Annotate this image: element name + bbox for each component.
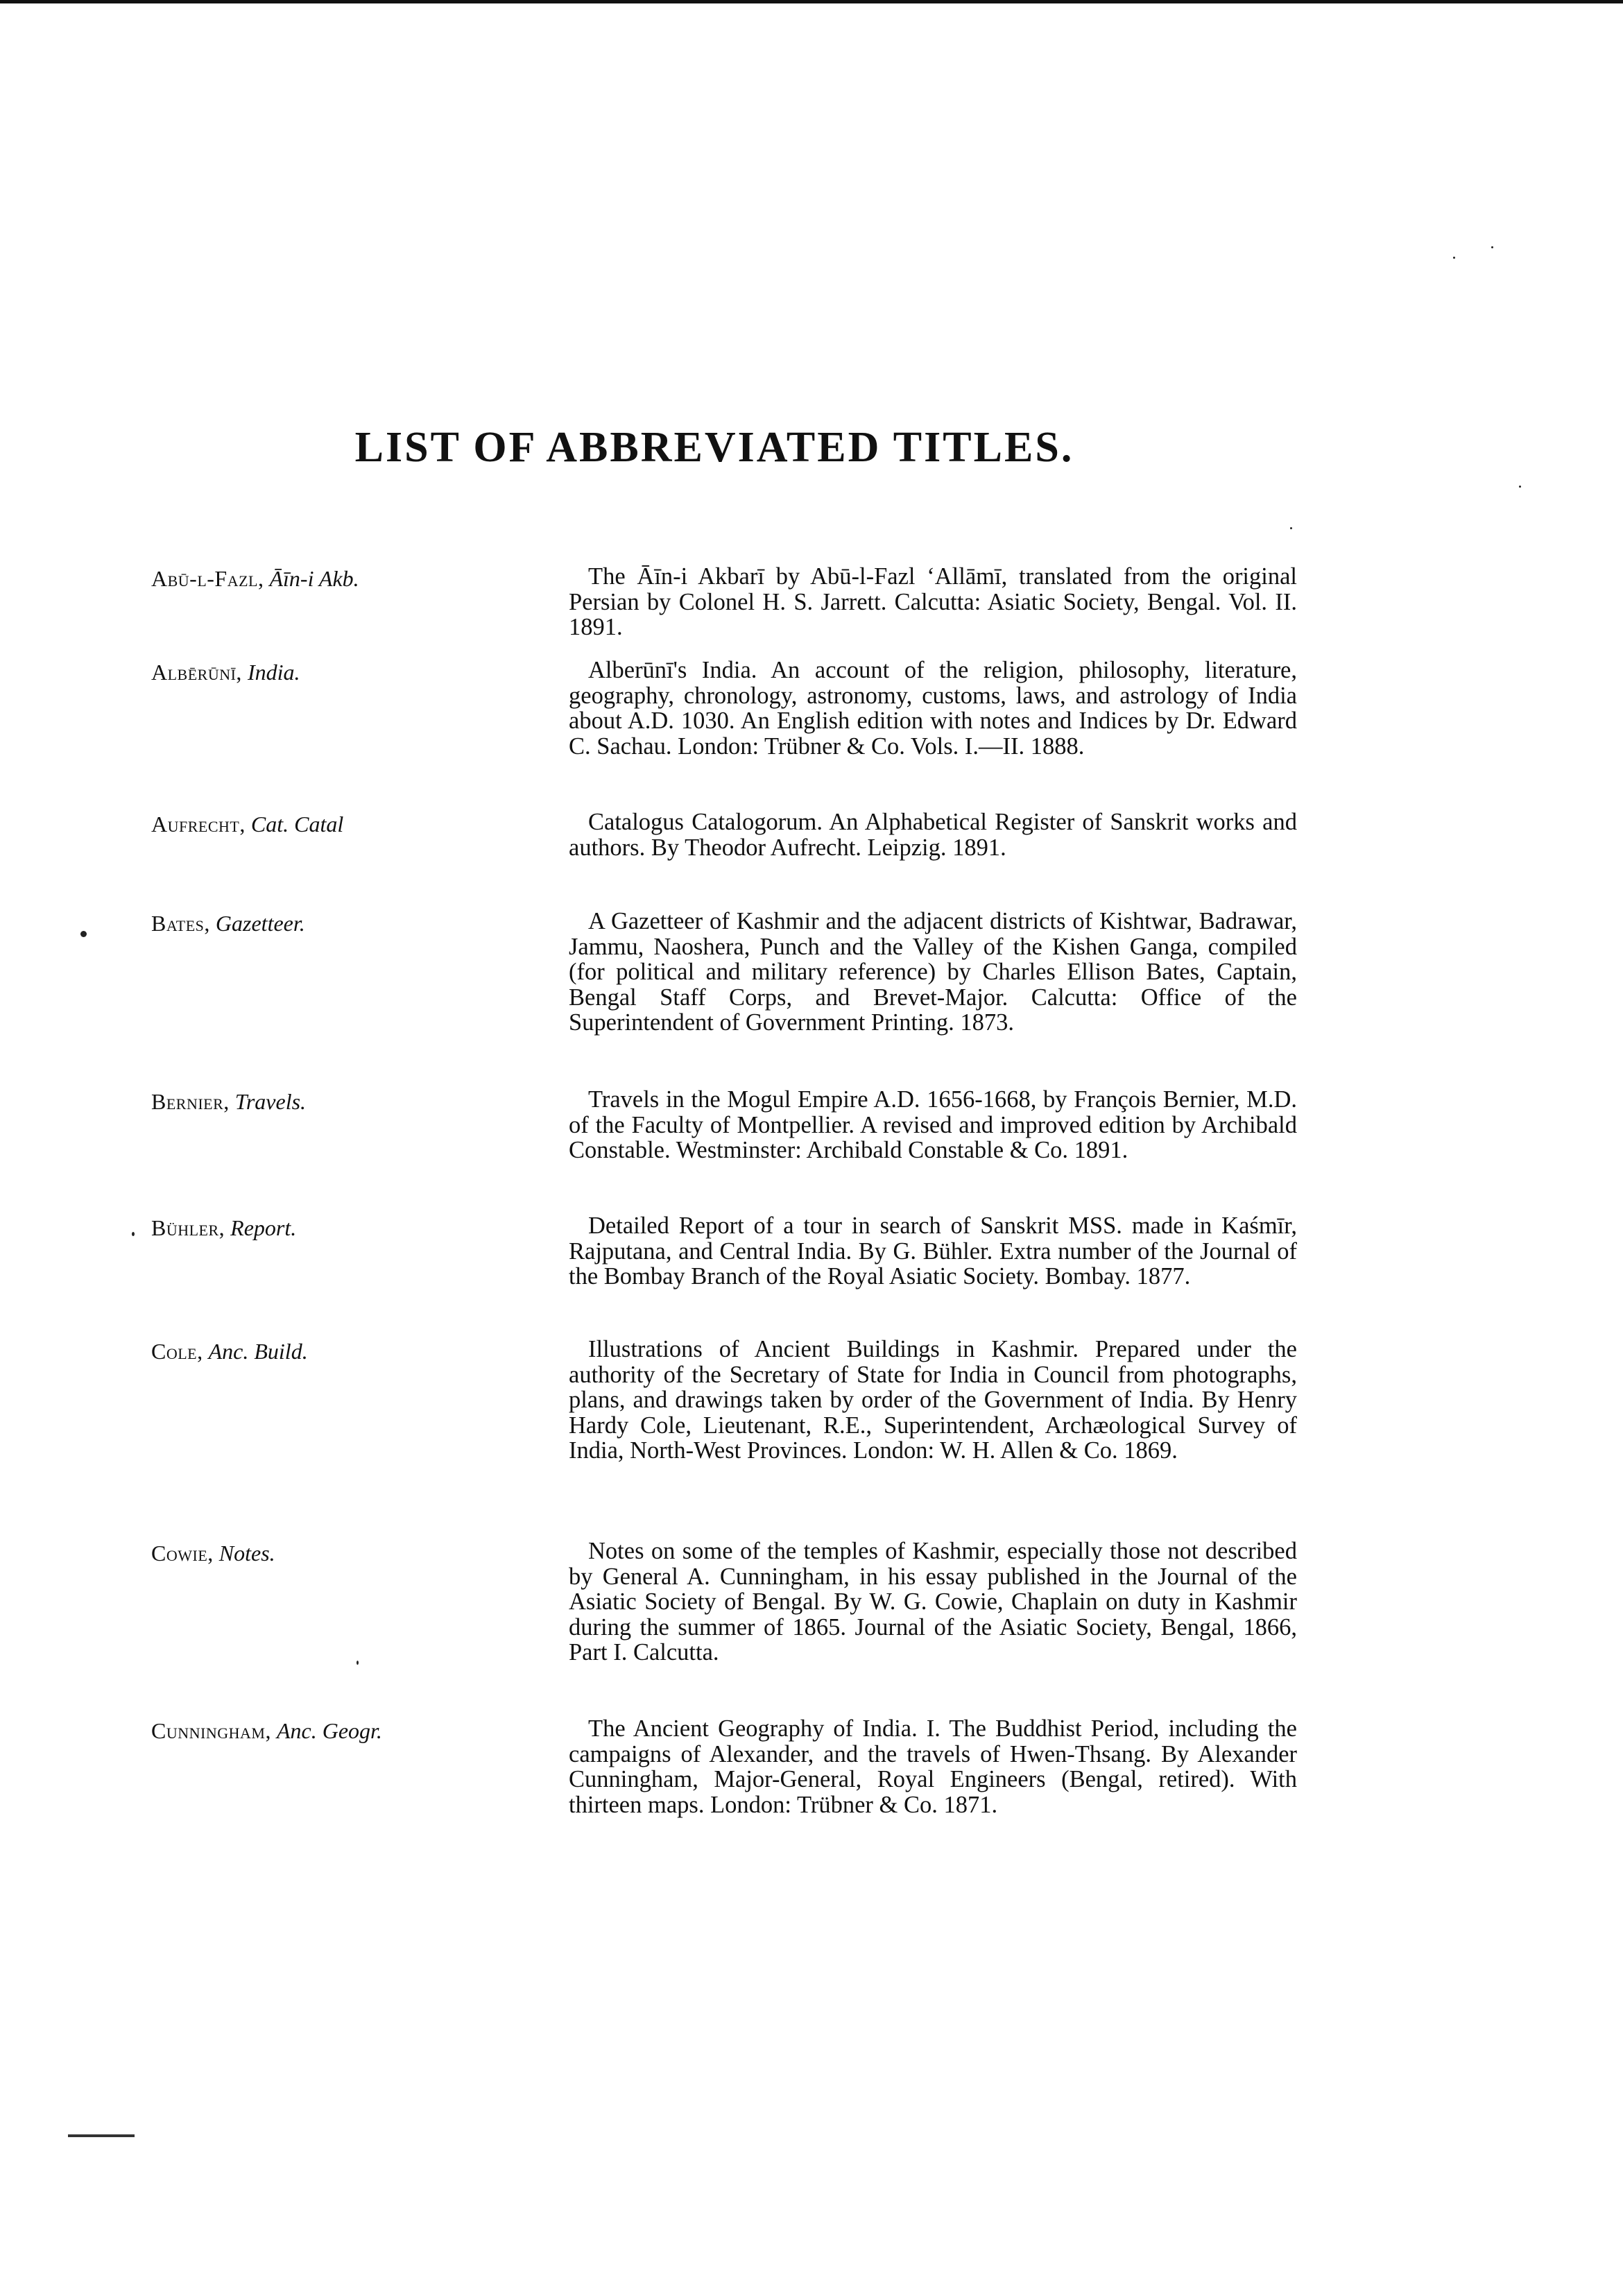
entry-author: Bernier,	[151, 1089, 230, 1114]
entry-author: Albērūnī,	[151, 660, 242, 685]
entry-description: Notes on some of the temples of Kashmir, especially those not described by General A. Cunningham, in his essay published in the Journal of the Asiatic Society of Bengal. By W. G. Cowie, Chaplain on duty in Kashmir during the summer of 1865. Journal of the Asiatic Society, Bengal, 1866, Part I. Calcutta.	[569, 1538, 1297, 1665]
entry-work: Anc. Geogr.	[276, 1718, 382, 1743]
entry-author: Bühler,	[151, 1215, 225, 1240]
scan-speck	[80, 931, 87, 937]
entry-description: Alberūnī's India. An account of the religion, philosophy, literature, geography, chronology, astronomy, customs, laws, and astrology of India about A.D. 1030. An English edition with notes and Indices by Dr. Edward C. Sachau. London: Trübner & Co. Vols. I.—II. 1888.	[569, 657, 1297, 760]
entry-author: Bates,	[151, 911, 210, 936]
entry-work: Notes.	[218, 1541, 275, 1566]
entry-description: The Ancient Geography of India. I. The Buddhist Period, including the campaigns of Alexander, and the travels of Hwen-Thsang. By Alexander Cunningham, Major-General, Royal Engineers (Bengal, retired). With thirteen maps. London: Trübner & Co. 1871.	[569, 1715, 1297, 1818]
entry-work: Report.	[230, 1215, 297, 1240]
entry-description: The Āīn-i Akbarī by Abū-l-Fazl ‘Allāmī, translated from the original Persian by Colonel H. S. Jarrett. Calcutta: Asiatic Society, Bengal. Vol. II. 1891.	[569, 563, 1297, 640]
entry-author: Cole,	[151, 1339, 203, 1364]
entry-key	[151, 1540, 540, 1566]
top-border-rule	[0, 0, 1623, 3]
entry-key	[151, 1717, 540, 1744]
entry-key	[151, 565, 540, 592]
entry-author: Cowie,	[151, 1541, 214, 1566]
entry-description: A Gazetteer of Kashmir and the adjacent districts of Kishtwar, Badrawar, Jammu, Naoshera, Punch and the Valley of the Kishen Ganga, compiled (for political and military reference) by Charles Ellison Bates, Captain, Bengal Staff Corps, and Brevet-Major. Calcutta: Office of the Superintendent of Government Printing. 1873.	[569, 908, 1297, 1036]
scan-speck	[357, 1661, 359, 1665]
entry-key	[151, 1215, 540, 1241]
entry-work: Āīn-i Akb.	[269, 566, 359, 591]
entry-author: Aufrecht,	[151, 812, 246, 837]
entry-author: Cunningham,	[151, 1718, 271, 1743]
entry-work: Gazetteer.	[215, 911, 305, 936]
entry-work: Travels.	[234, 1089, 307, 1114]
entry-description: Travels in the Mogul Empire A.D. 1656-1668, by François Bernier, M.D. of the Faculty of Montpellier. A revised and improved edition by Archibald Constable. Westminster: Archibald Constable & Co. 1891.	[569, 1086, 1297, 1163]
entry-key	[151, 811, 540, 837]
entry-key	[151, 910, 540, 936]
entry-work: India.	[247, 660, 300, 685]
scan-speck	[1453, 257, 1455, 259]
entry-description: Detailed Report of a tour in search of Sanskrit MSS. made in Kaśmīr, Rajputana, and Central India. By G. Bühler. Extra number of the Journal of the Bombay Branch of the Royal Asiatic Society. Bombay. 1877.	[569, 1213, 1297, 1290]
scan-speck	[1491, 246, 1493, 248]
margin-mark	[68, 2134, 135, 2137]
entry-key	[151, 659, 540, 685]
entry-description: Illustrations of Ancient Buildings in Kashmir. Prepared under the authority of the Secretary of State for India in Council from photographs, plans, and drawings taken by order of the Government of India. By Henry Hardy Cole, Lieutenant, R.E., Superintendent, Archæological Survey of India, North-West Provinces. London: W. H. Allen & Co. 1869.	[569, 1336, 1297, 1464]
entry-author: Abū-l-Fazl,	[151, 566, 264, 591]
scan-speck	[1519, 486, 1521, 488]
entry-key	[151, 1088, 540, 1115]
entry-work: Cat. Catal	[250, 812, 344, 837]
scan-speck	[1290, 527, 1292, 529]
entry-work: Anc. Build.	[208, 1339, 308, 1364]
entry-key	[151, 1338, 540, 1364]
entry-description: Catalogus Catalogorum. An Alphabetical Register of Sanskrit works and authors. By Theodor Aufrecht. Leipzig. 1891.	[569, 809, 1297, 861]
scan-speck	[132, 1232, 135, 1236]
page-title: LIST OF ABBREVIATED TITLES.	[354, 424, 1074, 471]
